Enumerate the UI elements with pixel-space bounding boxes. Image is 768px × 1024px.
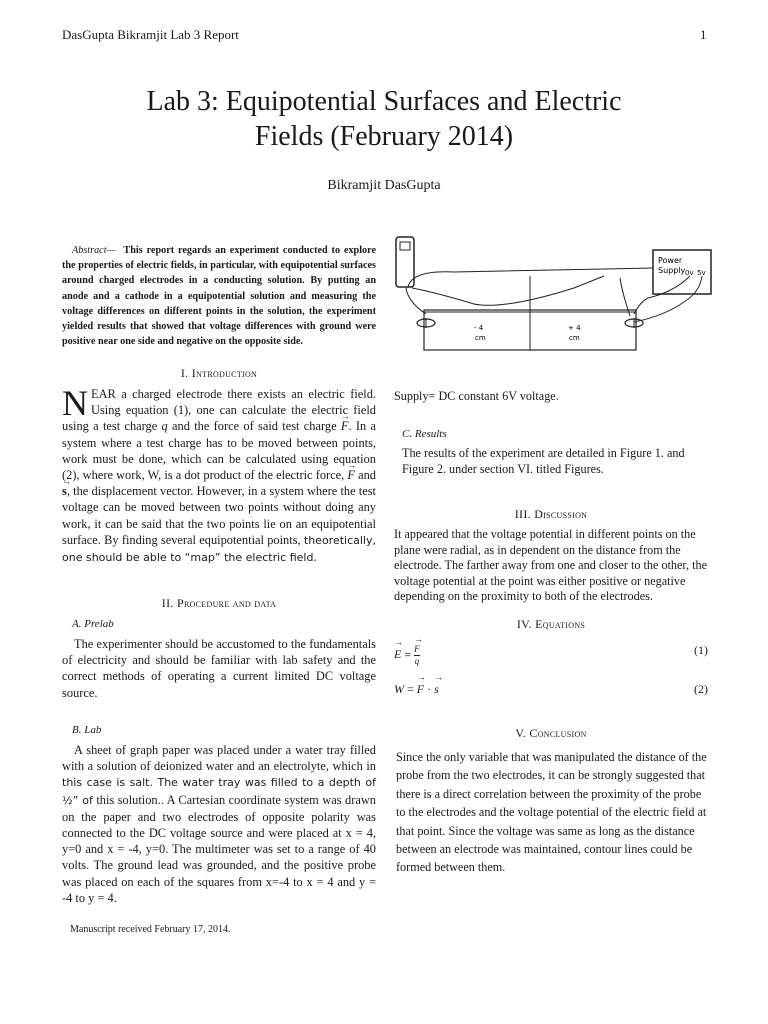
procedure-heading: II. Procedure and data xyxy=(161,596,277,610)
pos-unit-label: cm xyxy=(569,334,580,342)
intro-heading: I. Introduction xyxy=(180,366,258,380)
wire xyxy=(412,276,604,305)
var-q: q xyxy=(161,419,168,434)
equation-1: → E = → $\frac{F}{q}$ xyxy=(394,644,420,667)
conclusion-body: Since the only variable that was manipulated the distance of the probe from the two electrodes, it can be strongly suggested that there is a direct correlation between the proximity of the probe to the electrodes and the voltage potential of the electric field at that point. Since the voltage was same as long as the distance between an electrode was maintained, contour lines could be formed between them. xyxy=(396,750,707,875)
paper-title xyxy=(0,84,768,154)
abstract-text: This report regards an experiment conducted to explore the properties of electric fields, in particular, with equipotential surfaces around charged electrodes in a conducting solution. By putting an anode and a cathode in a equipotential solution and measuring the voltage differences on different points in the solution, the experiment yielded results that showed that voltage differences with ground were positive near one side and negative on the opposite side. xyxy=(62,245,377,348)
vector-F: → F xyxy=(341,418,349,434)
wire xyxy=(406,288,426,314)
equations-heading: IV. Equations xyxy=(516,617,586,631)
equation-2-number: (2) xyxy=(694,682,708,696)
discussion-heading: III. Discussion xyxy=(514,507,588,521)
wire xyxy=(634,276,702,322)
multimeter-icon xyxy=(396,237,414,287)
author-name: Bikramjit DasGupta xyxy=(327,178,441,193)
equation-1-number: (1) xyxy=(694,643,708,657)
power-label: Power xyxy=(658,256,683,265)
pos-distance-label: + 4 xyxy=(568,324,581,332)
prelab-body: The experimenter should be accustomed to the fundamentals of electricity and should be familiar with lab safety and the correct methods of operating a current limited DC voltage source. xyxy=(62,637,376,700)
neg-distance-label: - 4 xyxy=(474,324,484,332)
lab-heading: B. Lab xyxy=(72,724,102,736)
results-body: The results of the experiment are detailed in Figure 1. and Figure 2. under section VI. titled Figures. xyxy=(402,446,685,476)
equation-2: W = → F · → s xyxy=(394,682,439,697)
drop-cap: N xyxy=(62,383,88,423)
footnote: Manuscript received February 17, 2014. xyxy=(70,924,231,935)
results-heading: C. Results xyxy=(402,428,447,440)
prelab-heading: A. Prelab xyxy=(72,618,114,630)
intro-body: NEAR a charged electrode there exists an electric field. Using equation (1), one can calculate the electric field using a test charge q and the force of said test charge → F. In a system where a test charge has to be moved between points, work must be done, which can be calculated using equation (2), where work, W, is a dot product of the electric force, → F and → s, the displacement vector. However, in a system where the test voltage can be moved between two points without doing any work, it can be said that the two points lie on an equipotential surface. By finding several equipotential points, theoretically, one should be able to “map” the electric field. xyxy=(62,386,376,566)
apparatus-diagram xyxy=(394,232,712,352)
page-number: 1 xyxy=(700,27,707,42)
title-line-1: Lab 3: Equipotential Surfaces and Electric xyxy=(146,86,622,117)
vector-F: → F xyxy=(347,467,355,483)
supply-label: Supply xyxy=(658,266,686,275)
conclusion-heading: V. Conclusion xyxy=(515,726,587,740)
abstract xyxy=(62,243,376,349)
terminal-5v-label: 5v xyxy=(697,269,706,277)
abstract-label: Abstract— xyxy=(72,245,116,256)
neg-unit-label: cm xyxy=(475,334,486,342)
vector-s: → s xyxy=(62,483,67,499)
terminal-0v-label: 0v xyxy=(685,269,694,277)
title-line-2: Fields (February 2014) xyxy=(254,121,514,152)
supply-note: Supply= DC constant 6V voltage. xyxy=(394,389,559,403)
wire xyxy=(634,276,690,314)
discussion-body: It appeared that the voltage potential in different points on the plane were radial, as in dependent on the distance from the electrode. The farther away from one and closer to the other, the voltage potential at the point was either positive or negative depending on the proximity to both of the electrodes. xyxy=(394,527,707,604)
lab-body: A sheet of graph paper was placed under a water tray filled with a solution of deionized water and an electrolyte, which in this case is salt. The water tray was filled to a depth of ½” of this solution.. A Cartesian coordinate system was drawn on the paper and two electrodes of opposite polarity was connected to the DC voltage source and were placed at x = 4, y=0 and x = -4, y=0. The multimeter was set to a range of 40 volts. The ground lead was grounded, and the positive probe was placed on each of the squares from x=-4 to x = 4 and y = -4 to y = 4. xyxy=(62,743,376,905)
running-header: DasGupta Bikramjit Lab 3 Report xyxy=(62,27,239,42)
